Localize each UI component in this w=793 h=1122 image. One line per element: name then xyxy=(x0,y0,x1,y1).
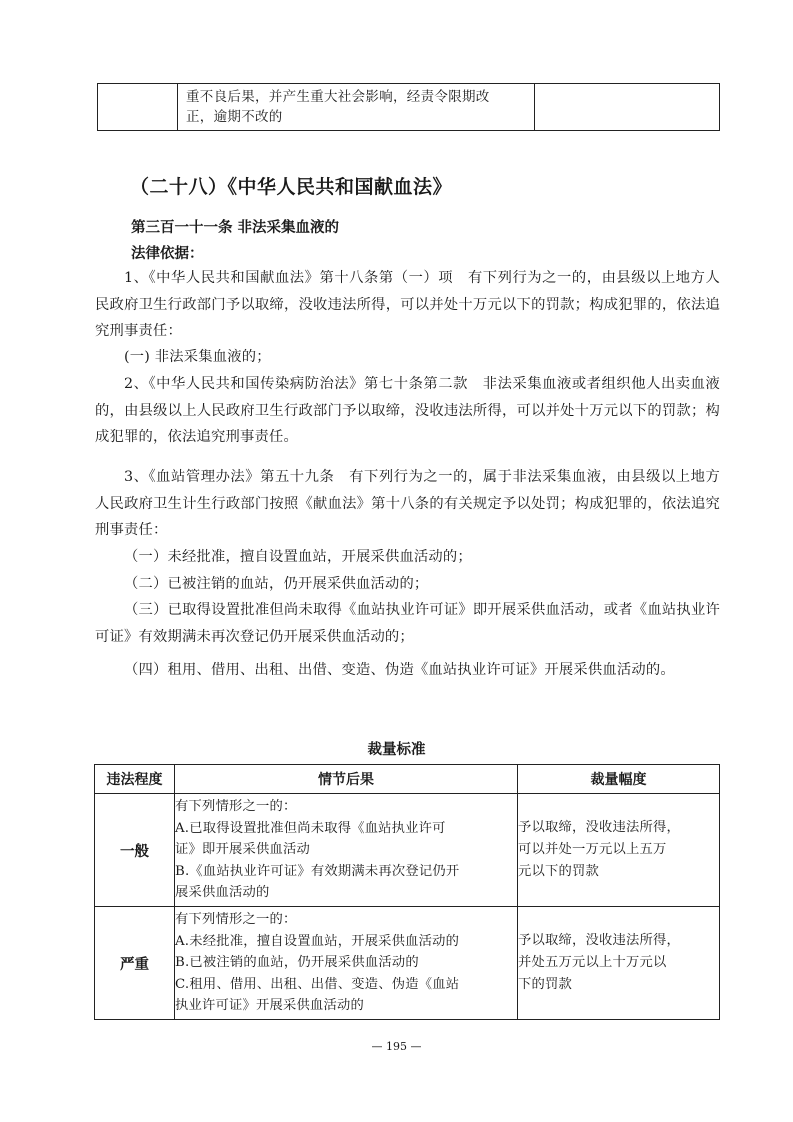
table-cell xyxy=(535,84,720,131)
table-cell xyxy=(98,84,178,131)
range-cell xyxy=(518,794,720,907)
continuation-table xyxy=(97,83,720,131)
basis-paragraph: 3、《血站管理办法》第五十九条 有下列行为之一的，属于非法采集血液，由县级以上地方人民政府卫生计生行政部门按照《献血法》第十八条的有关规定予以处罚；构成犯罪的，依法追究刑事责任： xyxy=(95,469,720,538)
table-caption: 裁量标准 xyxy=(367,742,426,758)
page-number: — 195 — xyxy=(371,1040,422,1053)
range-line: 可以并处一万元以上五万 xyxy=(518,842,667,857)
circumstance-line: 有下列情形之一的： xyxy=(175,799,297,815)
range-cell xyxy=(518,907,720,1020)
column-header: 情节后果 xyxy=(175,765,518,794)
legal-basis-label: 法律依据： xyxy=(131,246,204,262)
section-heading: （二十八）《中华人民共和国献血法》 xyxy=(130,176,453,198)
circumstance-line: B.《血站执业许可证》有效期满未再次登记仍开 xyxy=(175,863,460,879)
basis-item: （一）未经批准，擅自设置血站，开展采供血活动的； xyxy=(124,549,472,565)
basis-item: （二）已被注销的血站，仍开展采供血活动的； xyxy=(124,576,429,592)
degree-cell: 严重 xyxy=(95,907,175,1020)
range-line: 予以取缔，没收违法所得， xyxy=(518,820,680,835)
basis-item: （四）租用、借用、出租、出借、变造、伪造《血站执业许可证》开展采供血活动的。 xyxy=(124,662,675,678)
cell-line: 重不良后果，并产生重大社会影响，经责令限期改 xyxy=(186,89,490,105)
article-title: 第三百一十一条 非法采集血液的 xyxy=(131,220,340,236)
basis-item: (一) 非法采集血液的； xyxy=(124,349,271,365)
circumstance-line: 执业许可证》开展采供血活动的 xyxy=(175,998,364,1014)
range-line: 并处五万元以上十万元以 xyxy=(518,955,667,970)
degree-cell: 一般 xyxy=(95,794,175,907)
basis-paragraph: 1、《中华人民共和国献血法》第十八条第（一）项 有下列行为之一的，由县级以上地方人民政府卫生行政部门予以取缔，没收违法所得，可以并处十万元以下的罚款；构成犯罪的，依法追究刑事责任： xyxy=(95,270,720,339)
circumstance-line: 展采供血活动的 xyxy=(175,885,270,901)
circumstance-line: B.已被注销的血站，仍开展采供血活动的 xyxy=(175,955,419,971)
table-header-row xyxy=(95,765,720,794)
basis-item: （三）已取得设置批准但尚未取得《血站执业许可证》即开展采供血活动，或者《血站执业许可证》有效期满未再次登记仍开展采供血活动的； xyxy=(95,602,720,645)
circumstance-line: 有下列情形之一的： xyxy=(175,912,297,928)
cell-line: 正，逾期不改的 xyxy=(186,109,283,125)
circumstance-line: A.已取得设置批准但尚未取得《血站执业许可 xyxy=(175,820,446,836)
table-row xyxy=(98,84,720,131)
range-line: 元以下的罚款 xyxy=(518,864,599,879)
circumstances-cell xyxy=(175,794,518,907)
range-line: 予以取缔，没收违法所得， xyxy=(518,933,680,948)
range-line: 下的罚款 xyxy=(518,977,572,992)
circumstances-cell xyxy=(175,907,518,1020)
circumstance-line: A.未经批准，擅自设置血站，开展采供血活动的 xyxy=(175,933,460,949)
basis-paragraph: 2、《中华人民共和国传染病防治法》第七十条第二款 非法采集血液或者组织他人出卖血液的，由县级以上人民政府卫生行政部门予以取缔，没收违法所得，可以并处十万元以下的罚款；构成犯罪的，依法追究刑事责任。 xyxy=(95,376,720,445)
column-header: 裁量幅度 xyxy=(518,765,720,794)
column-header: 违法程度 xyxy=(95,765,175,794)
table-row xyxy=(95,794,720,907)
table-cell xyxy=(178,84,535,131)
table-row xyxy=(95,907,720,1020)
discretion-standard-table xyxy=(94,764,720,1020)
circumstance-line: 证》即开展采供血活动 xyxy=(175,842,310,858)
circumstance-line: C.租用、借用、出租、出借、变造、伪造《血站 xyxy=(175,976,460,992)
